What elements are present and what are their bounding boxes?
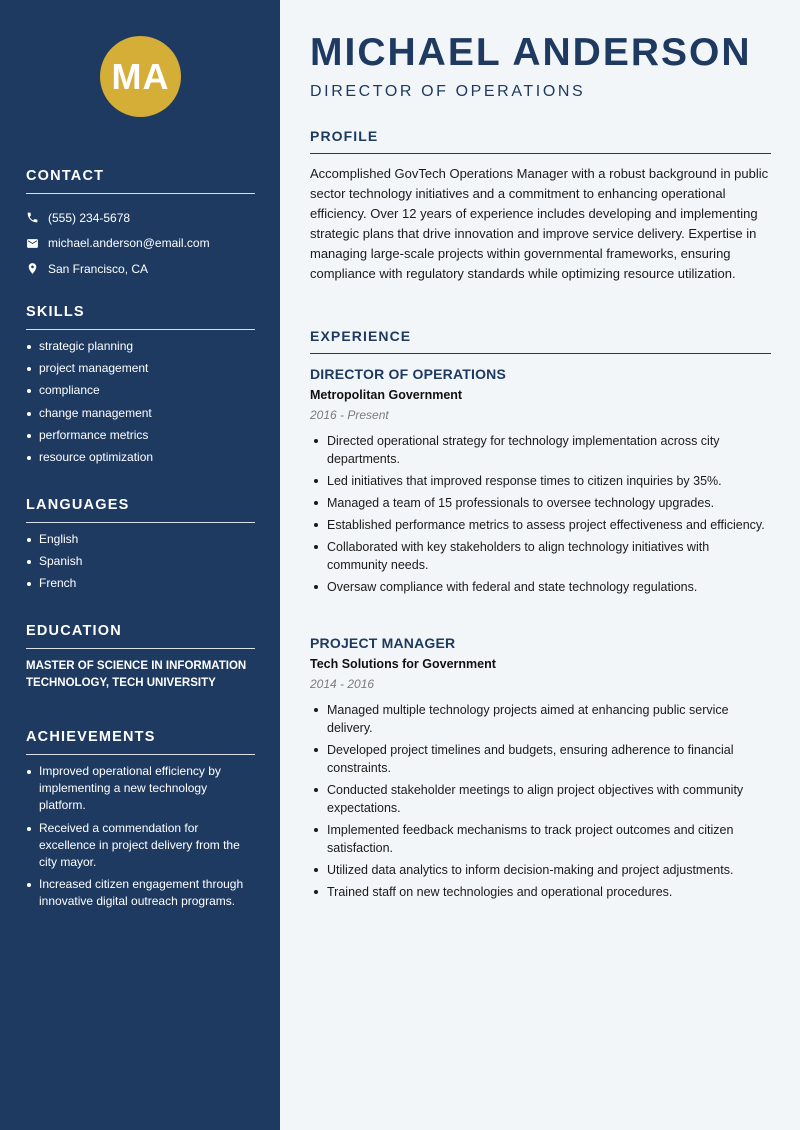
- experience-heading: EXPERIENCE: [310, 328, 771, 354]
- job-bullet: Established performance metrics to assess project effectiveness and efficiency.: [310, 516, 771, 534]
- contact-email-text[interactable]: michael.anderson@email.com: [48, 236, 210, 251]
- job-bullets: [310, 701, 771, 901]
- languages-list: [26, 531, 255, 592]
- achievement-item: Improved operational efficiency by implementing a new technology platform.: [26, 763, 255, 814]
- job-bullet: Led initiatives that improved response times to citizen inquiries by 35%.: [310, 472, 771, 490]
- job-bullets: [310, 432, 771, 596]
- sidebar: [0, 0, 280, 1130]
- job-bullet: Collaborated with key stakeholders to align technology initiatives with community needs.: [310, 538, 771, 574]
- language-item: Spanish: [26, 553, 255, 570]
- skill-item: compliance: [26, 382, 255, 399]
- skills-list: [26, 338, 255, 466]
- avatar: [100, 36, 181, 117]
- contact-location: [26, 256, 255, 282]
- job-bullet: Implemented feedback mechanisms to track project outcomes and citizen satisfaction.: [310, 821, 771, 857]
- job-bullet: Conducted stakeholder meetings to align project objectives with community expectations.: [310, 781, 771, 817]
- education-heading: EDUCATION: [26, 623, 255, 649]
- job-bullet: Managed a team of 15 professionals to oversee technology upgrades.: [310, 494, 771, 512]
- skill-item: performance metrics: [26, 427, 255, 444]
- avatar-initials: MA: [111, 55, 170, 97]
- job-bullet: Oversaw compliance with federal and state technology regulations.: [310, 578, 771, 596]
- achievements-section: [26, 729, 255, 916]
- job-title: DIRECTOR OF OPERATIONS: [310, 366, 507, 382]
- candidate-role: DIRECTOR OF OPERATIONS: [310, 83, 586, 100]
- achievement-item: Received a commendation for excellence in project delivery from the city mayor.: [26, 820, 255, 871]
- languages-heading: LANGUAGES: [26, 497, 255, 523]
- skill-item: strategic planning: [26, 338, 255, 355]
- contact-phone-text[interactable]: (555) 234-5678: [48, 210, 131, 225]
- job-bullet: Utilized data analytics to inform decision-making and project adjustments.: [310, 861, 771, 879]
- job-bullet: Developed project timelines and budgets, ensuring adherence to financial constraints.: [310, 741, 771, 777]
- candidate-name: MICHAEL ANDERSON: [310, 31, 752, 74]
- job-dates: 2016 - Present: [310, 408, 389, 422]
- achievement-item: Increased citizen engagement through innovative digital outreach programs.: [26, 876, 255, 910]
- skill-item: change management: [26, 405, 255, 422]
- achievements-list: [26, 763, 255, 910]
- job-entry: [310, 635, 771, 905]
- profile-text: Accomplished GovTech Operations Manager with a robust background in public sector technology initiatives and a commitment to enhancing operational efficiency. Over 12 years of experience includes developing and implementing strategic plans that drive innovation and improve service delivery. Expertise in managing large-scale projects within governmental frameworks, ensuring compliance with regulatory standards while optimizing resource utilization.: [310, 166, 769, 282]
- language-item: French: [26, 575, 255, 592]
- skill-item: resource optimization: [26, 449, 255, 466]
- languages-section: [26, 497, 255, 598]
- job-company: Tech Solutions for Government: [310, 657, 496, 671]
- language-item: English: [26, 531, 255, 548]
- phone-icon: [26, 211, 39, 224]
- achievements-heading: ACHIEVEMENTS: [26, 729, 255, 755]
- contact-phone: [26, 205, 255, 231]
- skills-heading: SKILLS: [26, 304, 255, 330]
- education-degree: MASTER OF SCIENCE IN INFORMATION TECHNOLOGY, TECH UNIVERSITY: [26, 660, 247, 689]
- email-icon: [26, 237, 39, 250]
- location-pin-icon: [26, 262, 39, 275]
- profile-heading: PROFILE: [310, 128, 771, 154]
- job-bullet: Directed operational strategy for technology implementation across city departments.: [310, 432, 771, 468]
- job-bullet: Trained staff on new technologies and operational procedures.: [310, 883, 771, 901]
- skills-section: [26, 304, 255, 471]
- job-title: PROJECT MANAGER: [310, 635, 456, 651]
- contact-section: [26, 168, 255, 282]
- job-dates: 2014 - 2016: [310, 677, 375, 691]
- contact-list: [26, 205, 255, 282]
- contact-heading: CONTACT: [26, 168, 255, 194]
- contact-location-text: San Francisco, CA: [48, 261, 149, 276]
- job-bullet: Managed multiple technology projects aimed at enhancing public service delivery.: [310, 701, 771, 737]
- job-entry: [310, 366, 771, 600]
- job-company: Metropolitan Government: [310, 388, 463, 402]
- education-section: [26, 623, 255, 692]
- contact-email: [26, 231, 255, 257]
- skill-item: project management: [26, 360, 255, 377]
